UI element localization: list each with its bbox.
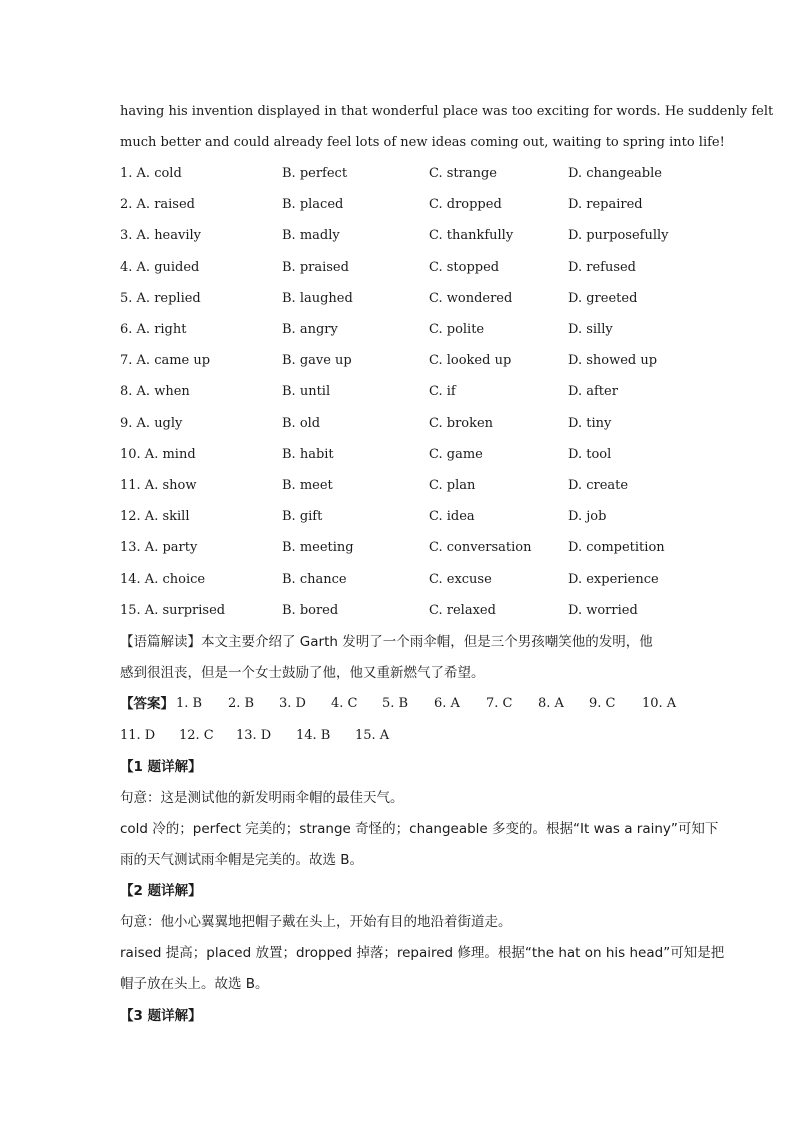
- option-a: 15. A. surprised: [120, 603, 226, 618]
- option-c: C. if: [429, 384, 456, 399]
- option-c: C. thankfully: [429, 228, 514, 243]
- question-row: [120, 259, 680, 277]
- answer-item: 2. B: [228, 696, 255, 711]
- question-row: [120, 508, 680, 526]
- answer-item: 13. D: [236, 728, 272, 743]
- option-d: D. experience: [568, 572, 659, 587]
- option-b: B. laughed: [282, 291, 353, 306]
- option-c: C. wondered: [429, 291, 513, 306]
- option-a: 11. A. show: [120, 478, 197, 493]
- option-d: D. changeable: [568, 166, 662, 181]
- option-d: D. repaired: [568, 197, 643, 212]
- option-c: C. dropped: [429, 197, 502, 212]
- option-b: B. old: [282, 416, 321, 431]
- answer-item: 6. A: [434, 696, 460, 711]
- option-d: D. greeted: [568, 291, 638, 306]
- option-c: C. stopped: [429, 260, 500, 275]
- answer-item: 14. B: [296, 728, 331, 743]
- option-c: C. excuse: [429, 572, 492, 587]
- question-row: [120, 477, 680, 495]
- option-a: 3. A. heavily: [120, 228, 202, 243]
- answer-item: 10. A: [642, 696, 677, 711]
- answer-label: 【答案】: [120, 696, 174, 712]
- q3-detail-title: 【3 题详解】: [120, 1008, 202, 1024]
- passage-line-1: having his invention displayed in that wonderful place was too exciting for words. He suddenly felt: [120, 104, 774, 119]
- option-b: B. gave up: [282, 353, 352, 368]
- option-c: C. plan: [429, 478, 476, 493]
- option-a: 6. A. right: [120, 322, 187, 337]
- question-row: [120, 227, 680, 245]
- question-row: [120, 290, 680, 308]
- option-a: 9. A. ugly: [120, 416, 183, 431]
- answer-item: 5. B: [382, 696, 409, 711]
- question-row: [120, 165, 680, 183]
- option-b: B. meeting: [282, 540, 354, 555]
- answer-row-1: [120, 695, 680, 713]
- option-d: D. worried: [568, 603, 638, 618]
- answer-item: 8. A: [538, 696, 564, 711]
- option-a: 5. A. replied: [120, 291, 201, 306]
- option-d: D. showed up: [568, 353, 658, 368]
- option-c: C. broken: [429, 416, 494, 431]
- option-a: 14. A. choice: [120, 572, 206, 587]
- option-b: B. praised: [282, 260, 349, 275]
- option-a: 1. A. cold: [120, 166, 182, 181]
- question-row: [120, 196, 680, 214]
- option-d: D. create: [568, 478, 629, 493]
- answer-item: 11. D: [120, 728, 156, 743]
- q1-meaning: 句意：这是测试他的新发明雨伞帽的最佳天气。: [120, 790, 404, 806]
- answer-item: 3. D: [279, 696, 306, 711]
- answer-item: 7. C: [486, 696, 513, 711]
- question-row: [120, 321, 680, 339]
- option-a: 13. A. party: [120, 540, 198, 555]
- option-a: 2. A. raised: [120, 197, 195, 212]
- option-d: D. refused: [568, 260, 637, 275]
- option-b: B. perfect: [282, 166, 348, 181]
- analysis-line-1: 【语篇解读】本文主要介绍了 Garth 发明了一个雨伞帽，但是三个男孩嘲笑他的发明，他: [120, 634, 653, 650]
- question-row: [120, 539, 680, 557]
- q1-detail-title: 【1 题详解】: [120, 759, 202, 775]
- passage-line-2: much better and could already feel lots of new ideas coming out, waiting to spring into life!: [120, 135, 725, 150]
- answer-item: 12. C: [179, 728, 214, 743]
- question-row: [120, 571, 680, 589]
- option-c: C. game: [429, 447, 483, 462]
- option-c: C. relaxed: [429, 603, 496, 618]
- option-b: B. angry: [282, 322, 338, 337]
- option-c: C. looked up: [429, 353, 512, 368]
- q2-explanation-2: 帽子放在头上。故选 B。: [120, 976, 269, 992]
- q2-meaning: 句意：他小心翼翼地把帽子戴在头上，开始有目的地沿着街道走。: [120, 914, 512, 930]
- answer-item: 9. C: [589, 696, 616, 711]
- q1-explanation-1: cold 冷的；perfect 完美的；strange 奇怪的；changeable 多变的。根据“It was a rainy”可知下: [120, 821, 719, 837]
- question-row: [120, 446, 680, 464]
- question-row: [120, 383, 680, 401]
- option-c: C. polite: [429, 322, 485, 337]
- option-d: D. purposefully: [568, 228, 669, 243]
- option-d: D. competition: [568, 540, 665, 555]
- option-a: 7. A. came up: [120, 353, 211, 368]
- question-row: [120, 602, 680, 620]
- answer-item: 4. C: [331, 696, 358, 711]
- option-a: 8. A. when: [120, 384, 190, 399]
- question-row: [120, 352, 680, 370]
- option-d: D. tiny: [568, 416, 612, 431]
- answer-item: 15. A: [355, 728, 390, 743]
- option-d: D. silly: [568, 322, 613, 337]
- option-b: B. habit: [282, 447, 334, 462]
- q2-explanation-1: raised 提高；placed 放置；dropped 掉落；repaired 修理。根据“the hat on his head”可知是把: [120, 945, 725, 961]
- question-row: [120, 415, 680, 433]
- option-b: B. bored: [282, 603, 339, 618]
- option-a: 12. A. skill: [120, 509, 190, 524]
- option-b: B. meet: [282, 478, 333, 493]
- option-c: C. idea: [429, 509, 475, 524]
- q1-explanation-2: 雨的天气测试雨伞帽是完美的。故选 B。: [120, 852, 364, 868]
- option-b: B. madly: [282, 228, 340, 243]
- option-b: B. until: [282, 384, 331, 399]
- option-b: B. gift: [282, 509, 323, 524]
- q2-detail-title: 【2 题详解】: [120, 883, 202, 899]
- option-b: B. chance: [282, 572, 347, 587]
- option-a: 4. A. guided: [120, 260, 200, 275]
- option-c: C. conversation: [429, 540, 532, 555]
- option-d: D. after: [568, 384, 618, 399]
- answer-item: 1. B: [176, 696, 203, 711]
- answer-row-2: [120, 727, 680, 745]
- option-b: B. placed: [282, 197, 344, 212]
- option-a: 10. A. mind: [120, 447, 196, 462]
- option-c: C. strange: [429, 166, 497, 181]
- option-d: D. tool: [568, 447, 612, 462]
- option-d: D. job: [568, 509, 607, 524]
- analysis-line-2: 感到很沮丧，但是一个女士鼓励了他，他又重新燃气了希望。: [120, 665, 485, 681]
